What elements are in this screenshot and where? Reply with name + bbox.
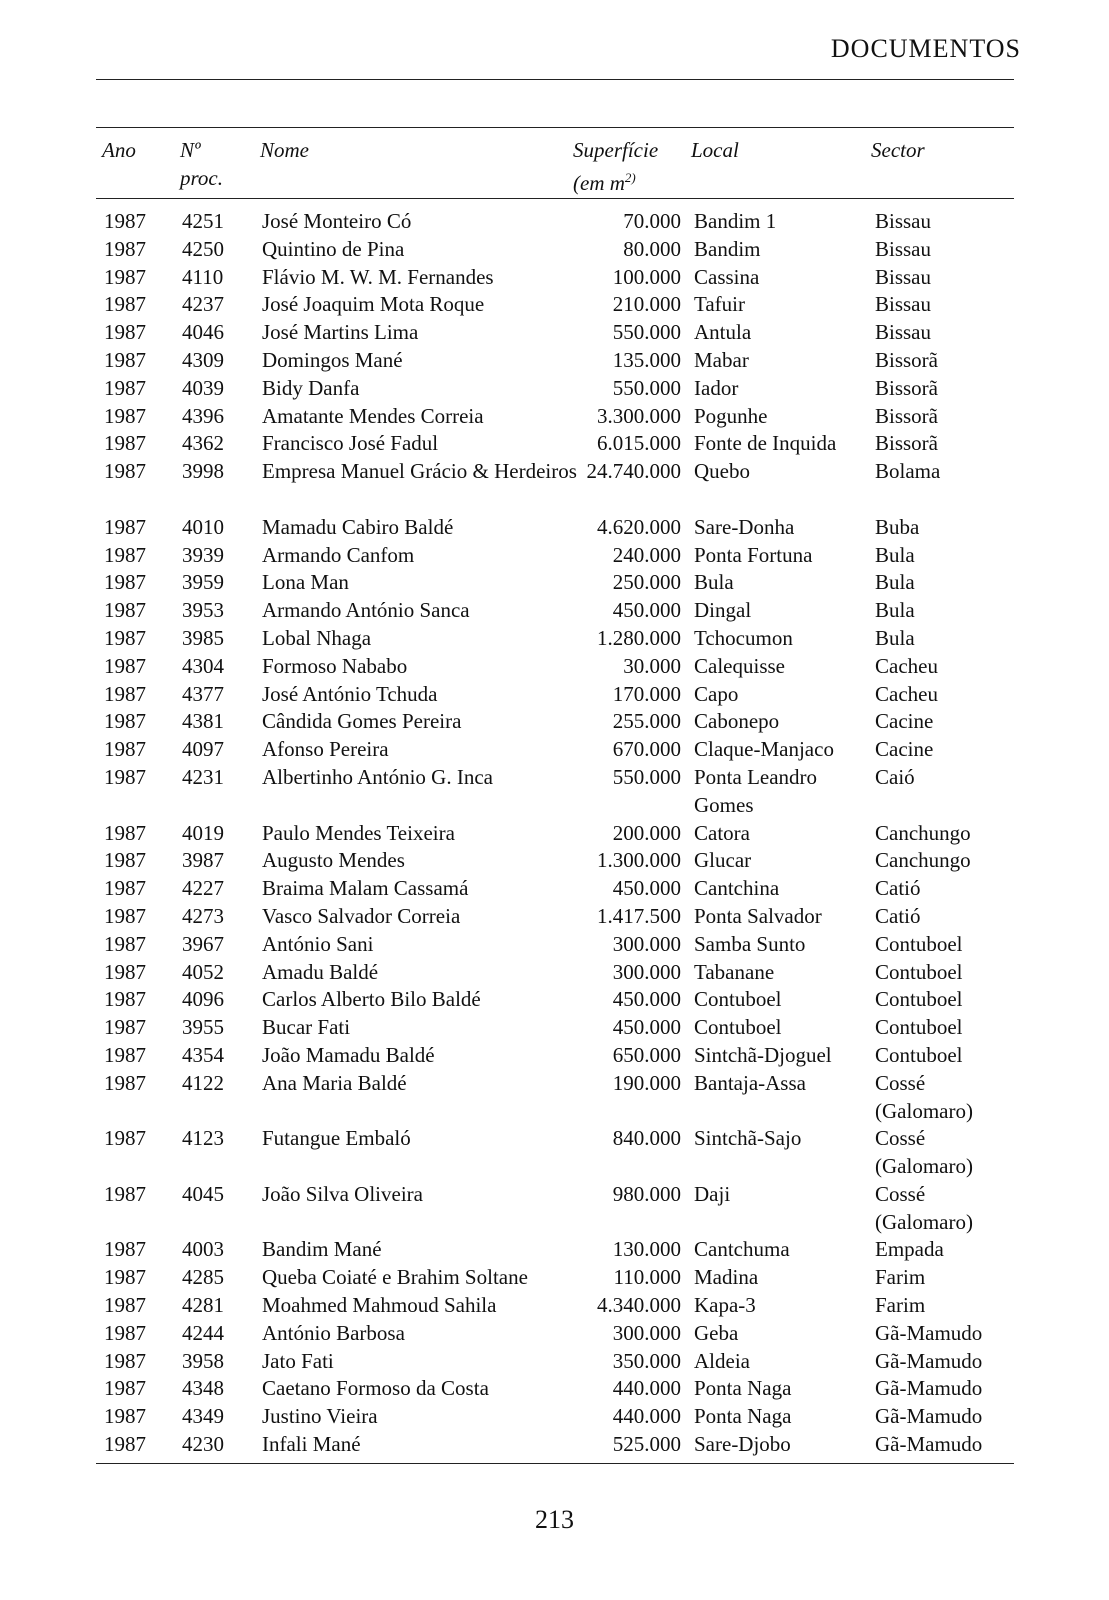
table-row bbox=[0, 847, 1109, 875]
cell-nome: Carlos Alberto Bilo Baldé bbox=[262, 987, 481, 1012]
table-row bbox=[0, 375, 1109, 403]
table-row bbox=[0, 430, 1109, 458]
cell-sector: Bolama bbox=[875, 459, 941, 484]
cell-proc: 4281 bbox=[182, 1293, 224, 1318]
cell-superficie: 1.280.000 bbox=[597, 625, 681, 650]
cell-proc: 4230 bbox=[182, 1432, 224, 1457]
cell-ano: 1987 bbox=[104, 1042, 146, 1067]
column-header-superficie bbox=[573, 136, 658, 197]
cell-local: Quebo bbox=[694, 459, 750, 484]
table-row bbox=[0, 1125, 1109, 1181]
table-row bbox=[0, 1431, 1109, 1459]
table-row bbox=[0, 514, 1109, 542]
cell-ano: 1987 bbox=[104, 375, 146, 400]
cell-proc: 4003 bbox=[182, 1237, 224, 1262]
cell-ano: 1987 bbox=[104, 625, 146, 650]
column-header-nome: Nome bbox=[260, 138, 309, 162]
table-row bbox=[0, 1292, 1109, 1320]
cell-proc: 4097 bbox=[182, 737, 224, 762]
cell-nome: Lona Man bbox=[262, 570, 349, 595]
cell-local: Antula bbox=[694, 320, 752, 345]
cell-proc: 4122 bbox=[182, 1070, 224, 1095]
table-row bbox=[0, 569, 1109, 597]
cell-proc: 4244 bbox=[182, 1320, 224, 1345]
cell-proc: 4231 bbox=[182, 764, 224, 789]
cell-ano: 1987 bbox=[104, 876, 146, 901]
cell-local: Madina bbox=[694, 1265, 759, 1290]
table-header-rule bbox=[96, 198, 1014, 199]
cell-ano: 1987 bbox=[104, 903, 146, 928]
cell-sector: Bissau bbox=[875, 292, 932, 317]
cell-ano: 1987 bbox=[104, 236, 146, 261]
cell-sector: Bissorã bbox=[875, 375, 938, 400]
cell-sector: Gã-Mamudo bbox=[875, 1320, 983, 1345]
cell-nome: Queba Coiaté e Brahim Soltane bbox=[262, 1265, 528, 1290]
cell-proc: 3985 bbox=[182, 625, 224, 650]
cell-superficie: 300.000 bbox=[612, 1320, 681, 1345]
cell-superficie: 3.300.000 bbox=[597, 403, 681, 428]
cell-ano: 1987 bbox=[104, 347, 146, 372]
cell-superficie: 240.000 bbox=[612, 542, 681, 567]
cell-sector: Cacine bbox=[875, 737, 934, 762]
cell-ano: 1987 bbox=[104, 459, 146, 484]
cell-local: Bandim 1 bbox=[694, 209, 777, 233]
column-header-proc-line2: proc. bbox=[180, 166, 223, 190]
cell-ano: 1987 bbox=[104, 1404, 146, 1429]
cell-nome: José Joaquim Mota Roque bbox=[262, 292, 485, 317]
cell-sector: Catió bbox=[875, 903, 921, 928]
cell-local: Cantchuma bbox=[694, 1237, 790, 1262]
cell-local: Sare-Donha bbox=[694, 514, 795, 539]
cell-nome: Bidy Danfa bbox=[262, 375, 360, 400]
cell-proc: 4046 bbox=[182, 320, 224, 345]
table-body bbox=[0, 208, 1109, 1459]
cell-proc: 4251 bbox=[182, 209, 224, 233]
cell-ano: 1987 bbox=[104, 403, 146, 428]
table-row bbox=[0, 1264, 1109, 1292]
column-header-superficie-unit: (em m bbox=[573, 171, 625, 195]
cell-sector: Gã-Mamudo bbox=[875, 1404, 983, 1429]
table-row bbox=[0, 681, 1109, 709]
cell-nome: Futangue Embaló bbox=[262, 1126, 411, 1151]
cell-local: Dingal bbox=[694, 598, 752, 623]
table-row bbox=[0, 1403, 1109, 1431]
cell-local: Bantaja-Assa bbox=[694, 1070, 806, 1095]
cell-superficie: 550.000 bbox=[612, 375, 681, 400]
cell-nome: Amatante Mendes Correia bbox=[262, 403, 484, 428]
cell-proc: 4039 bbox=[182, 375, 224, 400]
cell-superficie: 450.000 bbox=[612, 987, 681, 1012]
cell-local: Pogunhe bbox=[694, 403, 768, 428]
cell-superficie: 670.000 bbox=[612, 737, 681, 762]
cell-ano: 1987 bbox=[104, 1320, 146, 1345]
cell-local: Tchocumon bbox=[694, 625, 793, 650]
cell-superficie: 255.000 bbox=[612, 709, 681, 734]
cell-proc: 3953 bbox=[182, 598, 224, 623]
cell-local: Sare-Djobo bbox=[694, 1432, 791, 1457]
cell-local: Sintchã-Sajo bbox=[694, 1126, 802, 1151]
cell-sector: Cacine bbox=[875, 709, 934, 734]
cell-nome: Domingos Mané bbox=[262, 347, 403, 372]
cell-proc: 4010 bbox=[182, 514, 224, 539]
column-header-superficie-line1: Superfície bbox=[573, 138, 659, 162]
cell-local: Bandim bbox=[694, 236, 761, 261]
cell-sector: Cossé (Galomaro) bbox=[875, 1126, 973, 1179]
table-row bbox=[0, 875, 1109, 903]
cell-sector: Farim bbox=[875, 1293, 926, 1318]
cell-superficie: 840.000 bbox=[612, 1126, 681, 1151]
cell-superficie: 525.000 bbox=[612, 1432, 681, 1457]
cell-local: Cabonepo bbox=[694, 709, 780, 734]
table-top-rule bbox=[96, 127, 1014, 128]
column-header-local: Local bbox=[691, 138, 739, 162]
cell-local: Iador bbox=[694, 375, 739, 400]
cell-nome: Braima Malam Cassamá bbox=[262, 876, 469, 901]
cell-superficie: 650.000 bbox=[612, 1042, 681, 1067]
cell-nome: Formoso Nababo bbox=[262, 653, 408, 678]
cell-ano: 1987 bbox=[104, 959, 146, 984]
cell-sector: Buba bbox=[875, 514, 920, 539]
cell-nome: Caetano Formoso da Costa bbox=[262, 1376, 489, 1401]
cell-sector: Bula bbox=[875, 598, 915, 623]
page-number: 213 bbox=[535, 1505, 574, 1534]
cell-sector: Bula bbox=[875, 625, 915, 650]
table-row bbox=[0, 597, 1109, 625]
cell-local: Bula bbox=[694, 570, 734, 595]
table-row bbox=[0, 931, 1109, 959]
cell-nome: Afonso Pereira bbox=[262, 737, 389, 762]
cell-superficie: 80.000 bbox=[623, 236, 681, 261]
column-header-superficie-exponent: 2) bbox=[624, 170, 636, 185]
cell-superficie: 440.000 bbox=[612, 1404, 681, 1429]
cell-nome: Infali Mané bbox=[262, 1432, 361, 1457]
cell-ano: 1987 bbox=[104, 264, 146, 289]
cell-ano: 1987 bbox=[104, 1070, 146, 1095]
cell-nome: José António Tchuda bbox=[262, 681, 438, 706]
cell-nome: Armando António Sanca bbox=[262, 598, 470, 623]
cell-local: Fonte de Inquida bbox=[694, 431, 837, 456]
table-row bbox=[0, 1320, 1109, 1348]
cell-ano: 1987 bbox=[104, 1432, 146, 1457]
table-row bbox=[0, 625, 1109, 653]
cell-sector: Catió bbox=[875, 876, 921, 901]
cell-ano: 1987 bbox=[104, 1348, 146, 1373]
cell-nome: Augusto Mendes bbox=[262, 848, 405, 873]
cell-proc: 4250 bbox=[182, 236, 224, 261]
cell-superficie: 1.300.000 bbox=[597, 848, 681, 873]
cell-proc: 4285 bbox=[182, 1265, 224, 1290]
cell-nome: Albertinho António G. Inca bbox=[262, 764, 493, 789]
cell-ano: 1987 bbox=[104, 1293, 146, 1318]
cell-proc: 4349 bbox=[182, 1404, 224, 1429]
cell-local: Aldeia bbox=[694, 1348, 750, 1373]
cell-sector: Bissorã bbox=[875, 431, 938, 456]
table-row bbox=[0, 542, 1109, 570]
cell-sector: Bissorã bbox=[875, 347, 938, 372]
cell-ano: 1987 bbox=[104, 431, 146, 456]
cell-ano: 1987 bbox=[104, 987, 146, 1012]
cell-ano: 1987 bbox=[104, 848, 146, 873]
cell-proc: 4052 bbox=[182, 959, 224, 984]
table-row bbox=[0, 1070, 1109, 1126]
cell-nome: Empresa Manuel Grácio & Herdeiros bbox=[262, 459, 577, 484]
cell-nome: Mamadu Cabiro Baldé bbox=[262, 514, 454, 539]
cell-ano: 1987 bbox=[104, 764, 146, 789]
cell-superficie: 100.000 bbox=[612, 264, 681, 289]
table-row bbox=[0, 403, 1109, 431]
cell-superficie: 1.417.500 bbox=[597, 903, 681, 928]
cell-superficie: 980.000 bbox=[612, 1181, 681, 1206]
cell-sector: Bula bbox=[875, 542, 915, 567]
cell-local: Tabanane bbox=[694, 959, 775, 984]
cell-superficie: 440.000 bbox=[612, 1376, 681, 1401]
cell-local: Cantchina bbox=[694, 876, 780, 901]
cell-superficie: 300.000 bbox=[612, 959, 681, 984]
cell-ano: 1987 bbox=[104, 1181, 146, 1206]
cell-local: Ponta Leandro Gomes bbox=[694, 764, 818, 817]
cell-nome: Armando Canfom bbox=[262, 542, 415, 567]
cell-sector: Gã-Mamudo bbox=[875, 1348, 983, 1373]
cell-sector: Empada bbox=[875, 1237, 944, 1262]
cell-proc: 3967 bbox=[182, 931, 224, 956]
cell-sector: Contuboel bbox=[875, 959, 963, 984]
cell-ano: 1987 bbox=[104, 653, 146, 678]
cell-proc: 4019 bbox=[182, 820, 224, 845]
cell-sector: Bula bbox=[875, 570, 915, 595]
cell-ano: 1987 bbox=[104, 1265, 146, 1290]
cell-sector: Bissau bbox=[875, 320, 932, 345]
cell-proc: 3959 bbox=[182, 570, 224, 595]
cell-proc: 4381 bbox=[182, 709, 224, 734]
cell-superficie: 450.000 bbox=[612, 876, 681, 901]
cell-ano: 1987 bbox=[104, 514, 146, 539]
cell-sector: Cacheu bbox=[875, 681, 938, 706]
table-row bbox=[0, 458, 1109, 514]
table-row bbox=[0, 264, 1109, 292]
cell-nome: Quintino de Pina bbox=[262, 236, 405, 261]
cell-nome: António Barbosa bbox=[262, 1320, 405, 1345]
cell-local: Mabar bbox=[694, 347, 749, 372]
cell-proc: 4237 bbox=[182, 292, 224, 317]
cell-proc: 3987 bbox=[182, 848, 224, 873]
cell-nome: António Sani bbox=[262, 931, 374, 956]
cell-superficie: 4.340.000 bbox=[597, 1293, 681, 1318]
cell-superficie: 550.000 bbox=[612, 764, 681, 789]
cell-ano: 1987 bbox=[104, 931, 146, 956]
running-head: DOCUMENTOS bbox=[830, 34, 1021, 63]
cell-superficie: 130.000 bbox=[612, 1237, 681, 1262]
cell-local: Tafuir bbox=[694, 292, 746, 317]
table-row bbox=[0, 319, 1109, 347]
cell-superficie: 200.000 bbox=[612, 820, 681, 845]
cell-ano: 1987 bbox=[104, 737, 146, 762]
cell-sector: Bissorã bbox=[875, 403, 938, 428]
column-header-proc bbox=[180, 136, 223, 192]
cell-nome: Bucar Fati bbox=[262, 1015, 351, 1040]
cell-ano: 1987 bbox=[104, 292, 146, 317]
cell-nome: Paulo Mendes Teixeira bbox=[262, 820, 455, 845]
cell-proc: 4309 bbox=[182, 347, 224, 372]
cell-local: Sintchã-Djoguel bbox=[694, 1042, 832, 1067]
table-row bbox=[0, 903, 1109, 931]
cell-superficie: 190.000 bbox=[612, 1070, 681, 1095]
cell-local: Ponta Naga bbox=[694, 1404, 792, 1429]
cell-local: Catora bbox=[694, 820, 750, 845]
cell-ano: 1987 bbox=[104, 1126, 146, 1151]
cell-nome: Cândida Gomes Pereira bbox=[262, 709, 462, 734]
cell-nome: Moahmed Mahmoud Sahila bbox=[262, 1293, 497, 1318]
cell-sector: Bissau bbox=[875, 209, 932, 233]
cell-nome: José Monteiro Có bbox=[262, 209, 412, 233]
cell-local: Ponta Fortuna bbox=[694, 542, 813, 567]
table-row bbox=[0, 1375, 1109, 1403]
cell-ano: 1987 bbox=[104, 570, 146, 595]
table-row bbox=[0, 291, 1109, 319]
table-row bbox=[0, 764, 1109, 820]
cell-proc: 4304 bbox=[182, 653, 224, 678]
cell-sector: Contuboel bbox=[875, 1015, 963, 1040]
cell-sector: Contuboel bbox=[875, 931, 963, 956]
cell-proc: 4123 bbox=[182, 1126, 224, 1151]
cell-proc: 3958 bbox=[182, 1348, 224, 1373]
cell-superficie: 6.015.000 bbox=[597, 431, 681, 456]
cell-sector: Cacheu bbox=[875, 653, 938, 678]
header-rule bbox=[96, 79, 1014, 80]
cell-sector: Contuboel bbox=[875, 987, 963, 1012]
cell-superficie: 135.000 bbox=[612, 347, 681, 372]
table-row bbox=[0, 1042, 1109, 1070]
cell-ano: 1987 bbox=[104, 1015, 146, 1040]
column-header-superficie-line2 bbox=[573, 164, 658, 197]
cell-nome: José Martins Lima bbox=[262, 320, 419, 345]
cell-nome: Jato Fati bbox=[262, 1348, 334, 1373]
cell-ano: 1987 bbox=[104, 681, 146, 706]
column-header-ano: Ano bbox=[102, 138, 136, 162]
cell-proc: 4348 bbox=[182, 1376, 224, 1401]
cell-sector: Cossé (Galomaro) bbox=[875, 1070, 973, 1123]
table-row bbox=[0, 1236, 1109, 1264]
cell-local: Samba Sunto bbox=[694, 931, 806, 956]
cell-local: Ponta Naga bbox=[694, 1376, 792, 1401]
cell-local: Contuboel bbox=[694, 1015, 782, 1040]
cell-nome: Lobal Nhaga bbox=[262, 625, 372, 650]
column-header-proc-line1: Nº bbox=[180, 138, 201, 162]
table-row bbox=[0, 1181, 1109, 1237]
cell-sector: Cossé (Galomaro) bbox=[875, 1181, 973, 1234]
cell-proc: 3998 bbox=[182, 459, 224, 484]
cell-sector: Bissau bbox=[875, 236, 932, 261]
cell-proc: 4396 bbox=[182, 403, 224, 428]
cell-ano: 1987 bbox=[104, 598, 146, 623]
cell-proc: 3939 bbox=[182, 542, 224, 567]
cell-proc: 4045 bbox=[182, 1181, 224, 1206]
cell-nome: Justino Vieira bbox=[262, 1404, 378, 1429]
cell-nome: Bandim Mané bbox=[262, 1237, 382, 1262]
cell-ano: 1987 bbox=[104, 209, 146, 233]
table-row bbox=[0, 736, 1109, 764]
cell-superficie: 110.000 bbox=[613, 1265, 681, 1290]
cell-superficie: 450.000 bbox=[612, 1015, 681, 1040]
cell-local: Calequisse bbox=[694, 653, 785, 678]
cell-superficie: 170.000 bbox=[612, 681, 681, 706]
cell-sector: Gã-Mamudo bbox=[875, 1376, 983, 1401]
cell-superficie: 210.000 bbox=[612, 292, 681, 317]
cell-sector: Bissau bbox=[875, 264, 932, 289]
table-row bbox=[0, 986, 1109, 1014]
cell-sector: Gã-Mamudo bbox=[875, 1432, 983, 1457]
cell-local: Claque-Manjaco bbox=[694, 737, 834, 762]
cell-proc: 4377 bbox=[182, 681, 224, 706]
table-row bbox=[0, 1348, 1109, 1376]
cell-superficie: 300.000 bbox=[612, 931, 681, 956]
table-row bbox=[0, 1014, 1109, 1042]
cell-superficie: 250.000 bbox=[612, 570, 681, 595]
table-row bbox=[0, 820, 1109, 848]
cell-local: Contuboel bbox=[694, 987, 782, 1012]
cell-ano: 1987 bbox=[104, 820, 146, 845]
cell-local: Ponta Salvador bbox=[694, 903, 822, 928]
cell-superficie: 350.000 bbox=[612, 1348, 681, 1373]
cell-nome: João Mamadu Baldé bbox=[262, 1042, 435, 1067]
cell-proc: 4110 bbox=[182, 264, 224, 289]
cell-local: Capo bbox=[694, 681, 739, 706]
cell-proc: 4096 bbox=[182, 987, 224, 1012]
cell-local: Glucar bbox=[694, 848, 752, 873]
cell-proc: 4273 bbox=[182, 903, 224, 928]
cell-nome: João Silva Oliveira bbox=[262, 1181, 423, 1206]
cell-nome: Amadu Baldé bbox=[262, 959, 379, 984]
table-row bbox=[0, 959, 1109, 987]
cell-ano: 1987 bbox=[104, 1376, 146, 1401]
cell-sector: Contuboel bbox=[875, 1042, 963, 1067]
cell-ano: 1987 bbox=[104, 542, 146, 567]
cell-local: Cassina bbox=[694, 264, 760, 289]
cell-ano: 1987 bbox=[104, 320, 146, 345]
cell-nome: Ana Maria Baldé bbox=[262, 1070, 407, 1095]
cell-proc: 4227 bbox=[182, 876, 224, 901]
cell-nome: Vasco Salvador Correia bbox=[262, 903, 461, 928]
table-row bbox=[0, 208, 1109, 236]
cell-superficie: 70.000 bbox=[623, 209, 681, 233]
cell-superficie: 450.000 bbox=[612, 598, 681, 623]
cell-superficie: 30.000 bbox=[623, 653, 681, 678]
cell-superficie: 24.740.000 bbox=[586, 459, 681, 484]
cell-sector: Canchungo bbox=[875, 820, 971, 845]
cell-ano: 1987 bbox=[104, 1237, 146, 1262]
cell-nome: Flávio M. W. M. Fernandes bbox=[262, 264, 494, 289]
table-row bbox=[0, 236, 1109, 264]
cell-sector: Caió bbox=[875, 764, 915, 789]
cell-nome: Francisco José Fadul bbox=[262, 431, 439, 456]
cell-sector: Canchungo bbox=[875, 848, 971, 873]
cell-superficie: 550.000 bbox=[612, 320, 681, 345]
cell-proc: 4354 bbox=[182, 1042, 224, 1067]
cell-local: Daji bbox=[694, 1181, 731, 1206]
cell-proc: 3955 bbox=[182, 1015, 224, 1040]
cell-proc: 4362 bbox=[182, 431, 224, 456]
cell-superficie: 4.620.000 bbox=[597, 514, 681, 539]
table-row bbox=[0, 347, 1109, 375]
cell-sector: Farim bbox=[875, 1265, 926, 1290]
table-row bbox=[0, 653, 1109, 681]
table-row bbox=[0, 708, 1109, 736]
column-header-sector: Sector bbox=[871, 138, 925, 162]
cell-local: Geba bbox=[694, 1320, 739, 1345]
cell-local: Kapa-3 bbox=[694, 1293, 756, 1318]
cell-ano: 1987 bbox=[104, 709, 146, 734]
table-bottom-rule bbox=[96, 1463, 1014, 1464]
